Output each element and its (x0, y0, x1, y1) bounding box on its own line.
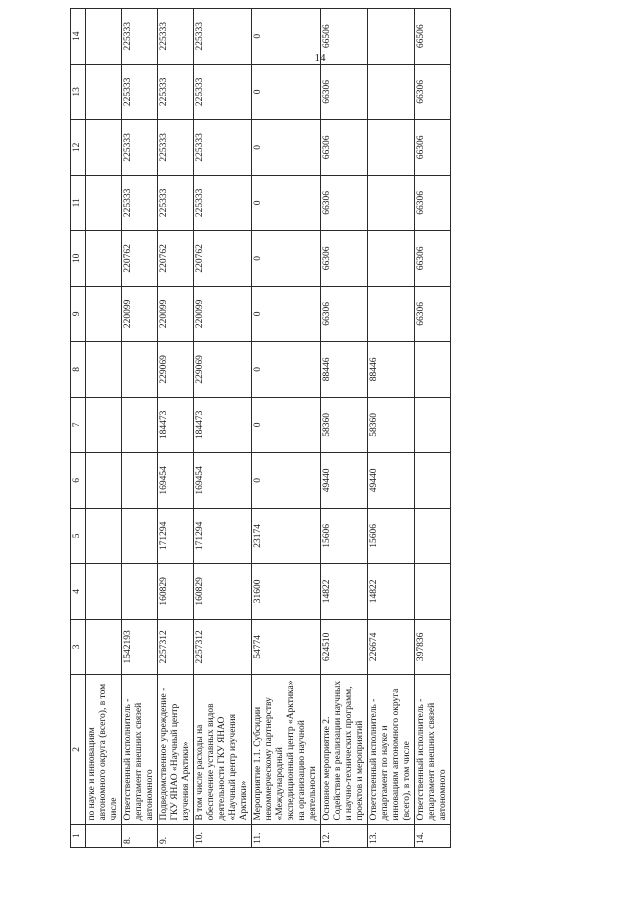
row-name: Ответственный исполнитель - департамент по науке и инновациям автономного округа (всего), в том числе (368, 675, 415, 824)
value-cell (86, 64, 122, 120)
value-cell: 0 (252, 9, 321, 65)
value-cell: 66306 (321, 175, 368, 231)
row-name: Мероприятие 1.1. Субсидии некоммерческому партнерству «Международный экспедиционный центр «Арктика» на организацию научной деятельности (252, 675, 321, 824)
rotated-table-wrapper (70, 8, 451, 848)
row-index (86, 824, 122, 847)
value-cell: 225333 (158, 120, 194, 176)
row-index: 10. (194, 824, 252, 847)
header-row (71, 9, 86, 848)
column-header: 11 (71, 175, 86, 231)
value-cell: 66306 (321, 231, 368, 287)
value-cell: 14822 (321, 564, 368, 620)
value-cell (86, 175, 122, 231)
value-cell: 225333 (194, 120, 252, 176)
value-cell: 15606 (321, 508, 368, 564)
column-header: 9 (71, 286, 86, 342)
column-header: 5 (71, 508, 86, 564)
value-cell (86, 564, 122, 620)
value-cell: 0 (252, 64, 321, 120)
column-header: 1 (71, 824, 86, 847)
value-cell (122, 342, 158, 398)
value-cell: 31600 (252, 564, 321, 620)
value-cell: 66306 (415, 120, 451, 176)
column-header: 2 (71, 675, 86, 824)
value-cell: 49440 (321, 453, 368, 509)
value-cell: 225333 (158, 175, 194, 231)
value-cell: 225333 (122, 175, 158, 231)
column-header: 3 (71, 619, 86, 675)
row-name: Основное мероприятие 2. Содействие в реализации научных и научно-технических программ, проектов и мероприятий (321, 675, 368, 824)
column-header: 13 (71, 64, 86, 120)
value-cell: 220099 (122, 286, 158, 342)
value-cell (86, 619, 122, 675)
value-cell: 160829 (194, 564, 252, 620)
value-cell: 66306 (321, 64, 368, 120)
value-cell (86, 286, 122, 342)
value-cell (415, 453, 451, 509)
value-cell (122, 564, 158, 620)
value-cell: 66506 (415, 9, 451, 65)
value-cell: 225333 (122, 9, 158, 65)
column-header: 6 (71, 453, 86, 509)
value-cell: 88446 (368, 342, 415, 398)
value-cell: 23174 (252, 508, 321, 564)
table-row (158, 9, 194, 848)
row-name: В том числе расходы на обеспечение уставных видов деятельности ГКУ ЯНАО «Научный центр изучения Арктики» (194, 675, 252, 824)
value-cell: 88446 (321, 342, 368, 398)
value-cell: 226674 (368, 619, 415, 675)
value-cell (368, 231, 415, 287)
column-header: 10 (71, 231, 86, 287)
value-cell: 0 (252, 286, 321, 342)
value-cell (122, 453, 158, 509)
value-cell: 0 (252, 397, 321, 453)
value-cell: 225333 (194, 175, 252, 231)
value-cell: 66306 (415, 286, 451, 342)
value-cell (415, 397, 451, 453)
table-row (368, 9, 415, 848)
value-cell: 0 (252, 120, 321, 176)
row-name: Ответственный исполнитель - департамент внешних связей автономного (415, 675, 451, 824)
value-cell: 14822 (368, 564, 415, 620)
value-cell (415, 508, 451, 564)
row-index: 13. (368, 824, 415, 847)
value-cell: 66506 (321, 9, 368, 65)
row-name: Подведомственное учреждение - ГКУ ЯНАО «Научный центр изучения Арктики» (158, 675, 194, 824)
value-cell: 225333 (158, 9, 194, 65)
value-cell: 624510 (321, 619, 368, 675)
value-cell: 184473 (194, 397, 252, 453)
value-cell (86, 9, 122, 65)
value-cell: 229069 (158, 342, 194, 398)
value-cell (368, 286, 415, 342)
table-body (86, 9, 451, 848)
value-cell: 15606 (368, 508, 415, 564)
table-row (122, 9, 158, 848)
value-cell: 220099 (158, 286, 194, 342)
value-cell (368, 120, 415, 176)
value-cell (86, 397, 122, 453)
row-name: Ответственный исполнитель - департамент внешних связей автономного (122, 675, 158, 824)
value-cell (122, 508, 158, 564)
page-number: 14 (314, 52, 326, 64)
row-index: 9. (158, 824, 194, 847)
column-header: 8 (71, 342, 86, 398)
table-row (252, 9, 321, 848)
value-cell: 66306 (321, 286, 368, 342)
column-header: 7 (71, 397, 86, 453)
table-row (86, 9, 122, 848)
row-index: 14. (415, 824, 451, 847)
value-cell: 49440 (368, 453, 415, 509)
value-cell: 225333 (194, 64, 252, 120)
column-header: 14 (71, 9, 86, 65)
value-cell: 169454 (194, 453, 252, 509)
value-cell: 0 (252, 231, 321, 287)
value-cell (368, 9, 415, 65)
value-cell: 225333 (194, 9, 252, 65)
value-cell (86, 120, 122, 176)
value-cell: 225333 (122, 64, 158, 120)
table-row (415, 9, 451, 848)
value-cell: 66306 (415, 175, 451, 231)
value-cell: 220099 (194, 286, 252, 342)
value-cell: 160829 (158, 564, 194, 620)
value-cell: 1542193 (122, 619, 158, 675)
value-cell: 220762 (158, 231, 194, 287)
value-cell (368, 64, 415, 120)
value-cell: 220762 (122, 231, 158, 287)
value-cell: 184473 (158, 397, 194, 453)
table-row (321, 9, 368, 848)
value-cell: 225333 (122, 120, 158, 176)
value-cell: 229069 (194, 342, 252, 398)
column-header: 12 (71, 120, 86, 176)
value-cell (86, 231, 122, 287)
value-cell: 58360 (321, 397, 368, 453)
value-cell: 2257312 (158, 619, 194, 675)
value-cell (415, 564, 451, 620)
value-cell: 0 (252, 342, 321, 398)
value-cell (415, 342, 451, 398)
value-cell: 58360 (368, 397, 415, 453)
row-index: 12. (321, 824, 368, 847)
table-row (194, 9, 252, 848)
value-cell: 225333 (158, 64, 194, 120)
value-cell: 66306 (415, 64, 451, 120)
value-cell: 66306 (321, 120, 368, 176)
value-cell: 397836 (415, 619, 451, 675)
value-cell (86, 342, 122, 398)
value-cell: 0 (252, 453, 321, 509)
row-name: по науке и инновациям автономного округа (всего), в том числе (86, 675, 122, 824)
value-cell (122, 397, 158, 453)
value-cell: 54774 (252, 619, 321, 675)
row-index: 8. (122, 824, 158, 847)
row-index: 11. (252, 824, 321, 847)
value-cell: 2257312 (194, 619, 252, 675)
value-cell: 171294 (194, 508, 252, 564)
column-header: 4 (71, 564, 86, 620)
value-cell: 171294 (158, 508, 194, 564)
value-cell: 66306 (415, 231, 451, 287)
value-cell: 220762 (194, 231, 252, 287)
value-cell: 169454 (158, 453, 194, 509)
value-cell (86, 453, 122, 509)
value-cell (368, 175, 415, 231)
budget-table (70, 8, 451, 848)
value-cell: 0 (252, 175, 321, 231)
value-cell (86, 508, 122, 564)
